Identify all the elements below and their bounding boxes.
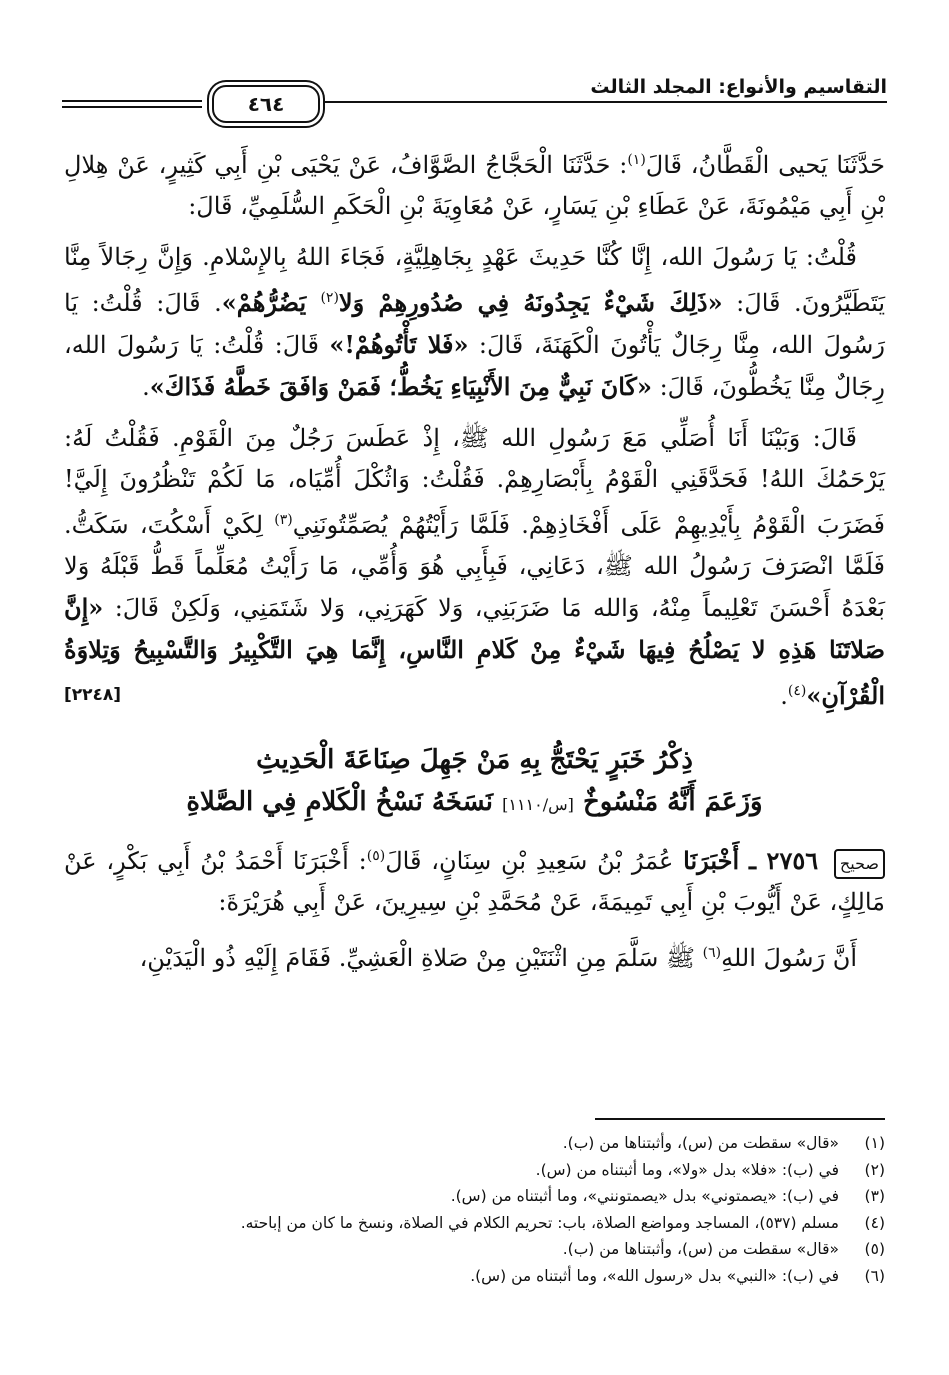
footnote-number: (٣) [864, 1187, 885, 1205]
grading-stamp: صحيح [834, 849, 885, 879]
paragraph-hadith-part1 [64, 237, 885, 408]
footnote-item [64, 1210, 885, 1237]
text-segment: . قَالَ: قُلْتُ: يَا رَسُولَ الله، مِنَّا رِجَالٌ يَأْتُونَ الْكَهَنَةَ، قَالَ: [64, 289, 885, 359]
hadith-number: ٢٧٥٦ ـ [748, 846, 819, 875]
footnotes [64, 1130, 885, 1289]
footnote-number: (٦) [864, 1266, 885, 1285]
footnote-text: في (ب): «يصمتوني» بدل «يصمتونني»، وما أثبتناه من (س). [450, 1187, 839, 1205]
footnote-number: (٢) [864, 1160, 885, 1179]
footnote-text: «قال» سقطت من (س)، وأثبتناها من (ب). [562, 1134, 839, 1152]
footnote-number: (٥) [864, 1240, 885, 1258]
footnote-ref: (١) [627, 152, 646, 168]
paragraph-hadith-part2 [64, 418, 885, 717]
hadith-quote: «ذَلِكَ شَيْءٌ يَجِدُونَهُ فِي صُدُورِهِمْ وَلا [338, 288, 723, 317]
section-heading-line2-b: نَسَخَهُ نَسْخُ الْكَلامِ فِي الصَّلاةِ [186, 787, 494, 817]
header-ornament-lines [62, 100, 202, 112]
hadith-quote: يَضُرُّهُمْ» [221, 288, 321, 317]
section-heading-line1: ذِكْرُ خَبَرٍ يَحْتَجُّ بِهِ مَنْ جَهِلَ صِنَاعَةَ الْحَدِيثِ [256, 745, 693, 775]
section-heading-ref: [س/١١١٠] [502, 795, 574, 814]
text-segment: لِكَيْ أَسْكُتَ، سَكَتُّ. فَلَمَّا انْصَرَفَ رَسُولُ الله ﷺ، دَعَانِي، فَبِأَبِي هُوَ وَأُمِّي، مَا رَأَيْتُ مُعَلِّماً قَطُّ قَبْلَهُ وَلا بَعْدَهُ أَحْسَنَ تَعْلِيماً مِنْهُ، وَالله مَا ضَرَبَنِي، وَلا كَهَرَنِي، وَلا شَتَمَنِي، وَلَكِنْ قَالَ: [64, 511, 885, 622]
text-segment: : حَدَّثَنَا الْحَجَّاجُ الصَّوَّافُ، عَنْ يَحْيَى بْنِ أَبِي كَثِيرٍ، عَنْ هِلالِ بْنِ أَبِي مَيْمُونَةَ، عَنْ عَطَاءِ بْنِ يَسَارٍ، عَنْ مُعَاوِيَةَ بْنِ الْحَكَمِ السُّلَمِيِّ، قَالَ: [64, 151, 885, 220]
section-heading-line2-a: وَزَعَمَ أَنَّهُ مَنْسُوخٌ [582, 787, 763, 817]
footnote-text: مسلم (٥٣٧)، المساجد ومواضع الصلاة، باب: تحريم الكلام في الصلاة، ونسخ ما كان من إباحته. [240, 1213, 839, 1232]
main-text [64, 140, 885, 989]
hadith-lead: أَخْبَرَنَا [683, 846, 740, 875]
footnote-number: (١) [864, 1134, 885, 1152]
hadith-matn [64, 933, 885, 979]
footnote-text: «قال» سقطت من (س)، وأثبتناها من (ب). [562, 1240, 839, 1258]
hadith-isnad [64, 836, 885, 923]
hadith-matn-b: ﷺ سَلَّمَ مِنِ اثْنَتَيْنِ مِنْ صَلاةِ الْعَشِيِّ. فَقَامَ إِلَيْهِ ذُو الْيَدَيْنِ، [139, 944, 703, 972]
footnote-number: (٤) [864, 1213, 885, 1232]
footnote-ref: (٤) [787, 683, 807, 699]
text-segment: قُلْتُ: يَا رَسُولَ الله، إِنَّا كُنَّا حَدِيثَ عَهْدٍ بِجَاهِلِيَّةٍ، فَجَاءَ اللهُ بِالإِسْلامِ. وَإِنَّ رِجَالاً مِنَّا يَتَطَيَّرُونَ. قَالَ: [64, 243, 885, 317]
footnote-separator [595, 1118, 885, 1120]
footnote-ref: (٣) [274, 512, 293, 528]
hadith-matn-a: أَنَّ رَسُولَ اللهِ [721, 944, 857, 972]
footnote-item [64, 1157, 885, 1184]
running-title: التقاسيم والأنواع: المجلد الثالث [590, 76, 887, 98]
hadith-isnad-b: : أَخْبَرَنَا أَحْمَدُ بْنُ أَبِي بَكْرٍ، عَنْ مَالِكٍ، عَنْ أَيُّوبَ بْنِ أَبِي تَمِيمَةَ، عَنْ مُحَمَّدِ بْنِ سِيرِينَ، عَنْ أَبِي هُرَيْرَةَ: [64, 847, 885, 916]
text-segment: قَالَ: قُلْتُ: يَا رَسُولَ الله، رِجَالٌ مِنَّا يَخُطُّونَ، قَالَ: [64, 331, 885, 401]
text-segment: قَالَ: وَبَيْنَا أَنَا أُصَلِّي مَعَ رَسُولِ الله ﷺ، إِذْ عَطَسَ رَجُلٌ مِنَ الْقَوْمِ. فَقُلْتُ لَهُ: يَرْحَمُكَ اللهُ! فَحَدَّقَنِي الْقَوْمُ بِأَبْصَارِهِمْ. فَقُلْتُ: وَاثُكْلَ أُمِّيَاه، مَا لَكُمْ تَنْظُرُونَ إِلَيَّ! فَضَرَبَ الْقَوْمُ بِأَيْدِيهِمْ عَلَى أَفْخَاذِهِمْ. فَلَمَّا رَأَيْتُهُمْ يُصَمِّتُونَنِي [64, 424, 886, 539]
section-heading-line2 [64, 781, 885, 826]
footnote-item [64, 1130, 885, 1157]
footnote-item [64, 1183, 885, 1210]
header-rule [322, 101, 887, 103]
footnote-ref: (٢) [320, 290, 339, 306]
hadith-quote: «إِنَّ صَلاتَنَا هَذِهِ لا يَصْلُحُ فِيهَا شَيْءٌ مِنْ كَلامِ النَّاسِ، إِنَّمَا هِيَ التَّكْبِيرُ وَالتَّسْبِيحُ وَتِلاوَةُ الْقُرْآنِ» [64, 593, 885, 710]
text-segment: حَدَّثَنَا يَحيى الْقَطَّانُ، قَالَ [645, 151, 886, 179]
page-header [62, 74, 887, 124]
footnote-item [64, 1263, 885, 1290]
text-segment: . [780, 682, 788, 710]
footnote-item [64, 1236, 885, 1263]
hadith-quote: «فَلا تَأْتُوهُمْ!» [329, 330, 469, 359]
text-segment: . [142, 373, 150, 401]
hadith-quote: «كَانَ نَبِيٌّ مِنَ الأَنْبِيَاءِ يَخُطُّ؛ فَمَنْ وَافَقَ خَطَّهُ فَذَاكَ» [149, 372, 652, 401]
paragraph-isnad [64, 140, 885, 227]
footnote-text: في (ب): «النبي» بدل «رسول الله»، وما أثبتناه من (س). [470, 1266, 839, 1285]
section-heading [64, 739, 885, 826]
footnote-ref-5: (٥) [366, 848, 386, 864]
page-number: ٤٦٤ [212, 85, 320, 123]
hadith-isnad-a: عُمَرُ بْنُ سَعِيدِ بْنِ سِنَانٍ، قَالَ [385, 847, 684, 875]
hadith-reference-number: [٢٢٤٨] [64, 685, 122, 705]
footnote-ref-6: (٦) [702, 945, 722, 961]
footnote-text: في (ب): «فلا» بدل «ولا»، وما أثبتناه من (س). [535, 1160, 839, 1179]
